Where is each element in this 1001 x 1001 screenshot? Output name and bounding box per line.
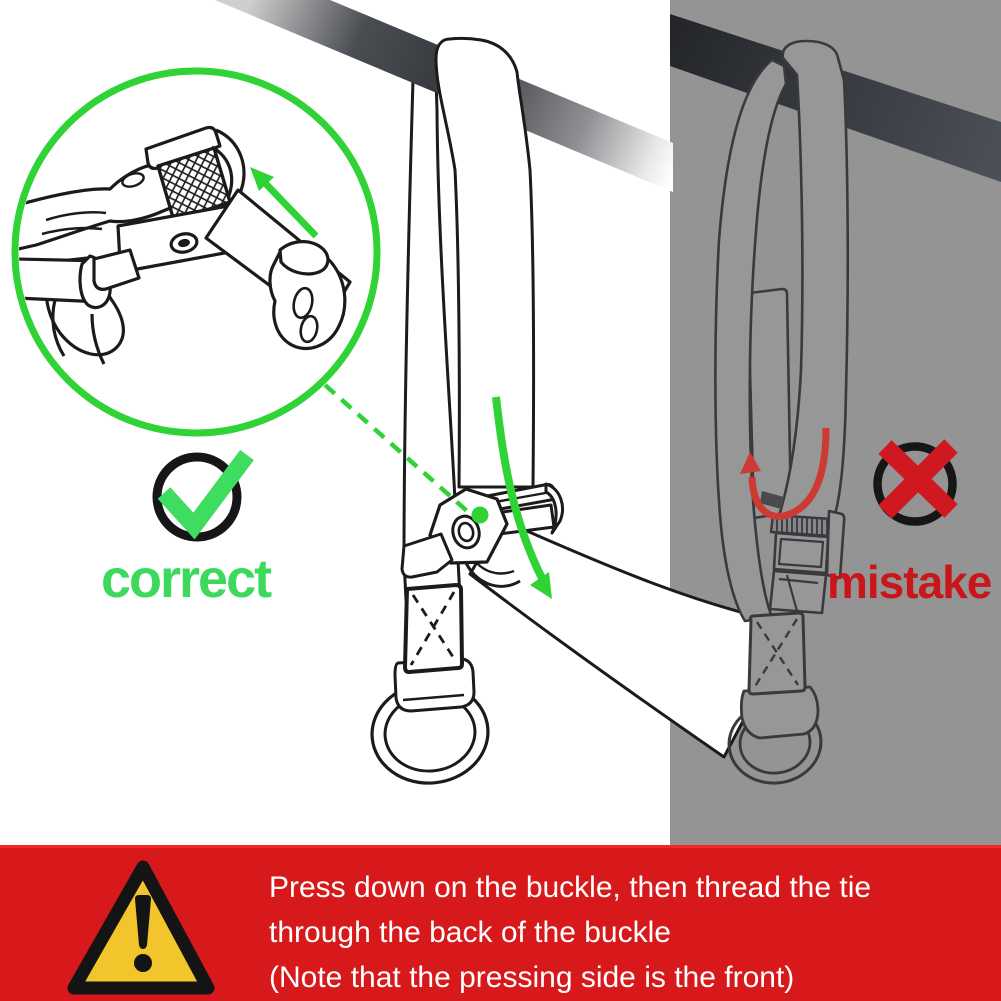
left-strap-drawing: [14, 0, 794, 788]
check-circle-icon: [150, 449, 260, 545]
mistake-label: mistake: [827, 556, 992, 608]
x-circle-icon: [869, 437, 969, 533]
banner-line-2: through the back of the buckle: [269, 916, 671, 949]
correct-label: correct: [101, 549, 271, 609]
warning-banner: [0, 845, 1001, 1001]
banner-instructions: [269, 865, 871, 1000]
right-stitch-box: [749, 613, 805, 694]
callout-leader-dot: [472, 507, 489, 524]
left-stitch-box: [405, 585, 462, 672]
banner-line-3: (Note that the pressing side is the front): [269, 961, 795, 994]
banner-line-1: Press down on the buckle, then thread the tie: [269, 871, 872, 904]
warning-triangle-icon: [60, 860, 226, 996]
